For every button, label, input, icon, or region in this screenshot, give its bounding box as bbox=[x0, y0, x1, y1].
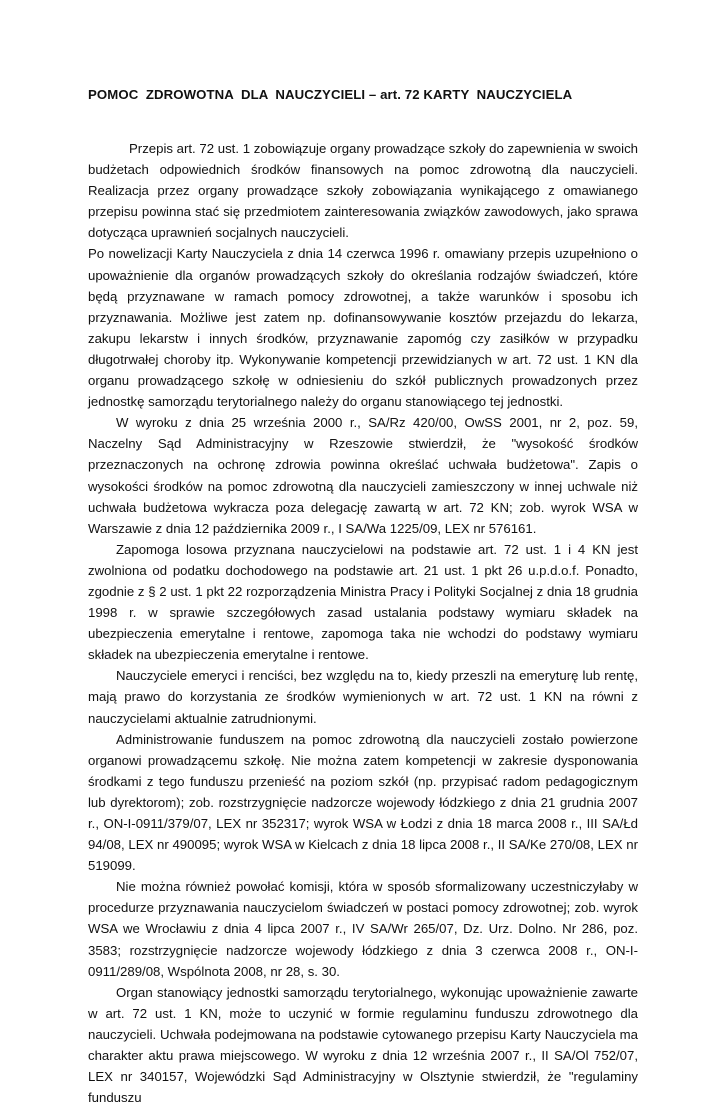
paragraph-3: W wyroku z dnia 25 września 2000 r., SA/Rz 420/00, OwSS 2001, nr 2, poz. 59, Naczelny Sąd Administracyjny w Rzeszowie stwierdził, że "wysokość środków przeznaczonych na ochronę zdrowia powinna określać uchwała budżetowa". Zapis o wysokości środków na pomoc zdrowotną dla nauczycieli zamieszczony w innej uchwale niż uchwała budżetowa wykracza poza delegację zawartą w art. 72 KN; zob. wyrok WSA w Warszawie z dnia 12 października 2009 r., I SA/Wa 1225/09, LEX nr 576161. bbox=[88, 415, 638, 536]
paragraph-2: Po nowelizacji Karty Nauczyciela z dnia 14 czerwca 1996 r. omawiany przepis uzupełniono o upoważnienie dla organów prowadzących szkoły do określania rodzajów świadczeń, które będą przyznawane w ramach pomocy zdrowotnej, a także warunków i sposobu ich przyznawania. Możliwe jest zatem np. dofinansowywanie kosztów przejazdu do lekarza, zakupu lekarstw i innych środków, przyznawanie zapomóg czy zasiłków w przypadku długotrwałej choroby itp. Wykonywanie kompetencji przewidzianych w art. 72 ust. 1 KN dla organu prowadzącego szkołę w odniesieniu do szkół publicznych prowadzonych przez jednostkę samorządu terytorialnego należy do organu stanowiącego tej jednostki. bbox=[88, 246, 638, 410]
document-body bbox=[88, 138, 638, 1108]
paragraph-4: Zapomoga losowa przyznana nauczycielowi na podstawie art. 72 ust. 1 i 4 KN jest zwolniona od podatku dochodowego na podstawie art. 21 ust. 1 pkt 26 u.p.d.o.f. Ponadto, zgodnie z § 2 ust. 1 pkt 22 rozporządzenia Ministra Pracy i Polityki Socjalnej z dnia 18 grudnia 1998 r. w sprawie szczegółowych zasad ustalania podstawy wymiaru składek na ubezpieczenia emerytalne i rentowe, zapomoga taka nie wchodzi do podstawy wymiaru składek na ubezpieczenia emerytalne i rentowe. bbox=[88, 541, 638, 663]
paragraph-8: Organ stanowiący jednostki samorządu terytorialnego, wykonując upoważnienie zawarte w art. 72 ust. 1 KN, może to uczynić w formie regulaminu funduszu zdrowotnego dla nauczycieli. Uchwała podejmowana na podstawie cytowanego przepisu Karty Nauczyciela ma charakter aktu prawa miejscowego. W wyroku z dnia 12 września 2007 r., II SA/Ol 752/07, LEX nr 340157, Wojewódzki Sąd Administracyjny w Olsztynie stwierdził, że "regulaminy funduszu bbox=[88, 984, 638, 1106]
document-title: POMOC ZDROWOTNA DLA NAUCZYCIELI – art. 72 KARTY NAUCZYCIELA bbox=[88, 87, 573, 102]
paragraph-6: Administrowanie funduszem na pomoc zdrowotną dla nauczycieli zostało powierzone organowi prowadzącemu szkołę. Nie można zatem kompetencji w zakresie dysponowania środkami z tego funduszu przenieść na poziom szkół (np. przypisać radom pedagogicznym lub dyrektorom); zob. rozstrzygnięcie nadzorcze wojewody łódzkiego z dnia 21 grudnia 2007 r., ON-I-0911/379/07, LEX nr 352317; wyrok WSA w Łodzi z dnia 18 marca 2008 r., III SA/Łd 94/08, LEX nr 490095; wyrok WSA w Kielcach z dnia 18 lipca 2008 r., II SA/Ke 270/08, LEX nr 519099. bbox=[88, 731, 638, 874]
paragraph-1: Przepis art. 72 ust. 1 zobowiązuje organy prowadzące szkoły do zapewnienia w swoich budżetach odpowiednich środków finansowych na pomoc zdrowotną dla nauczycieli. Realizacja przez organy prowadzące szkoły zobowiązania wynikającego z omawianego przepisu powinna stać się przedmiotem zainteresowania związków zawodowych, jako sprawa dotycząca uprawnień socjalnych nauczycieli. bbox=[88, 141, 638, 241]
paragraph-7: Nie można również powołać komisji, która w sposób sformalizowany uczestniczyłaby w procedurze przyznawania nauczycielom świadczeń w postaci pomocy zdrowotnej; zob. wyrok WSA we Wrocławiu z dnia 4 lipca 2007 r., IV SA/Wr 265/07, Dz. Urz. Dolno. Nr 286, poz. 3583; rozstrzygnięcie nadzorcze wojewody łódzkiego z dnia 3 czerwca 2008 r., ON-I-0911/289/08, Wspólnota 2008, nr 28, s. 30. bbox=[88, 879, 638, 979]
paragraph-5: Nauczyciele emeryci i renciści, bez względu na to, kiedy przeszli na emeryturę lub rentę, mają prawo do korzystania ze środków wymienionych w art. 72 ust. 1 KN na równi z nauczycielami aktualnie zatrudnionymi. bbox=[88, 668, 638, 726]
